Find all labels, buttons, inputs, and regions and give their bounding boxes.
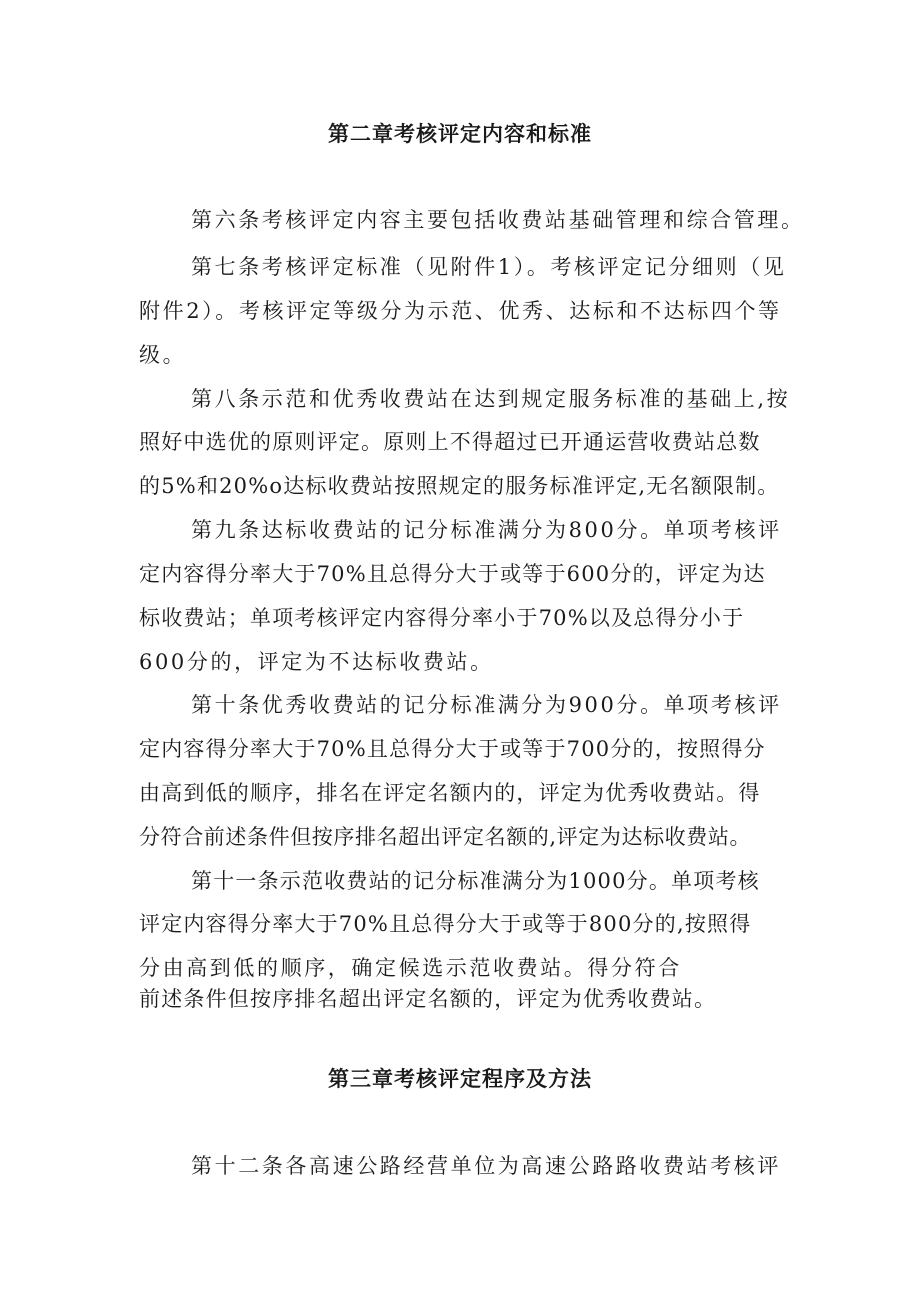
article-9-line-1: 第九条达标收费站的记分标准满分为800分。单项考核评	[191, 518, 782, 542]
article-7-line-2: 附件2）。考核评定等级分为示范、优秀、达标和不达标四个等	[139, 299, 782, 323]
article-10-line-4: 分符合前述条件但按序排名超出评定名额的,评定为达标收费站。	[139, 825, 752, 849]
article-10-line-3: 由高到低的顺序，排名在评定名额内的，评定为优秀收费站。得	[139, 781, 761, 805]
article-8-line-1: 第八条示范和优秀收费站在达到规定服务标准的基础上,按	[191, 387, 791, 411]
article-11-line-3: 分由高到低的顺序，确定候选示范收费站。得分符合	[139, 956, 682, 980]
article-9-line-3: 标收费站；单项考核评定内容得分率小于70%以及总得分小于	[139, 606, 745, 630]
article-11-line-2: 评定内容得分率大于70%且总得分大于或等于800分的,按照得	[139, 912, 752, 936]
article-9-line-2: 定内容得分率大于70%且总得分大于或等于600分的，评定为达	[139, 562, 766, 586]
article-11-line-1: 第十一条示范收费站的记分标准满分为1000分。单项考核	[191, 869, 760, 893]
article-8-line-2: 照好中选优的原则评定。原则上不得超过已开通运营收费站总数	[139, 430, 761, 454]
chapter-2-title: 第二章考核评定内容和标准	[328, 122, 592, 146]
article-10-line-1: 第十条优秀收费站的记分标准满分为900分。单项考核评	[191, 693, 782, 717]
article-8-line-3: 的5%和20%o达标收费站按照规定的服务标准评定,无名额限制。	[139, 474, 780, 498]
article-6-line-1: 第六条考核评定内容主要包括收费站基础管理和综合管理。	[191, 208, 805, 232]
article-12-line-1: 第十二条各高速公路经营单位为高速公路路收费站考核评	[191, 1154, 781, 1178]
article-7-line-1: 第七条考核评定标准（见附件1）。考核评定记分细则（见	[191, 255, 787, 279]
article-9-line-4: 600分的，评定为不达标收费站。	[139, 650, 494, 674]
chapter-3-title: 第三章考核评定程序及方法	[328, 1067, 592, 1091]
article-10-line-2: 定内容得分率大于70%且总得分大于或等于700分的，按照得分	[139, 737, 766, 761]
article-11-line-4: 前述条件但按序排名超出评定名额的，评定为优秀收费站。	[139, 987, 717, 1011]
article-7-line-3: 级。	[139, 343, 187, 367]
